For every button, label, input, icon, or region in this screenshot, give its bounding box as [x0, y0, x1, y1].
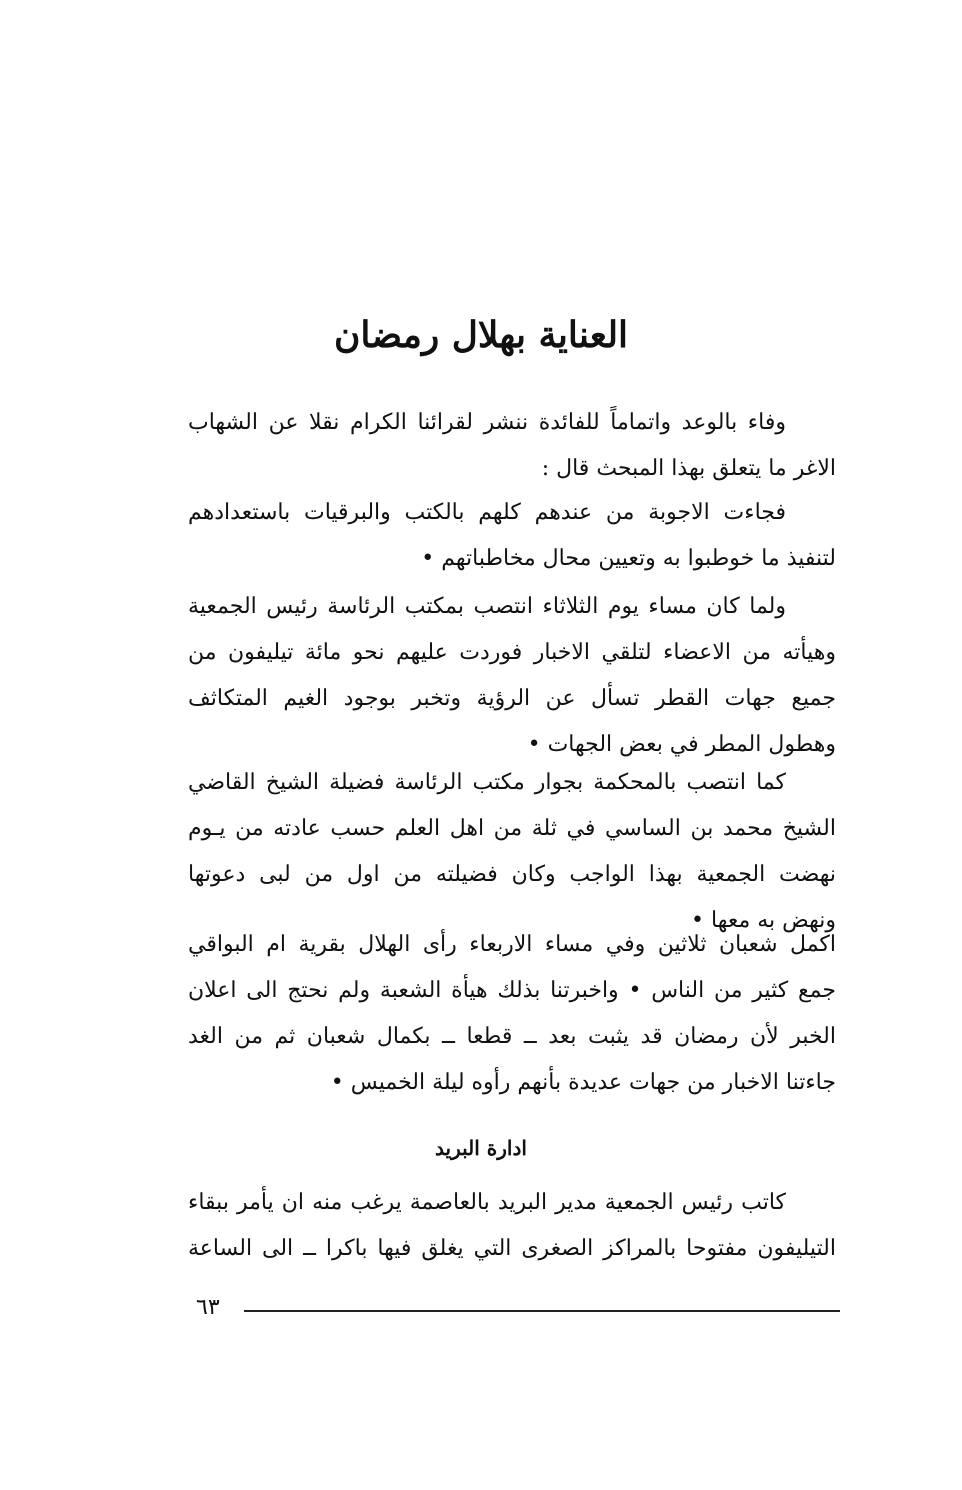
section-heading: ادارة البريد — [435, 1136, 527, 1160]
paragraph-line: التيليفون مفتوحا بالمراكز الصغرى التي يغلق فيها باكرا ــ الى الساعة — [188, 1236, 836, 1261]
article-title: العناية بهلال رمضان — [333, 314, 629, 356]
paragraph-line: وهطول المطر في بعض الجهات • — [527, 732, 836, 757]
paragraph-line: ولما كان مساء يوم الثلاثاء انتصب بمكتب الرئاسة رئيس الجمعية — [188, 594, 786, 619]
paragraph-line: اكمل شعبان ثلاثين وفي مساء الاربعاء رأى الهلال بقرية ام البواقي — [188, 932, 836, 957]
paragraph-line: الاغر ما يتعلق بهذا المبحث قال : — [541, 456, 836, 481]
paragraph-line: فجاءت الاجوبة من عندهم كلهم بالكتب والبرقيات باستعدادهم — [188, 500, 786, 525]
paragraph-2 — [188, 490, 836, 582]
footer-rule — [244, 1310, 840, 1312]
paragraph-line: كما انتصب بالمحكمة بجوار مكتب الرئاسة فضيلة الشيخ القاضي — [188, 770, 786, 795]
paragraph-line: وفاء بالوعد واتماماً للفائدة ننشر لقرائنا الكرام نقلا عن الشهاب — [188, 410, 786, 435]
paragraph-line: جميع جهات القطر تسأل عن الرؤية وتخبر بوجود الغيم المتكاثف — [188, 686, 836, 711]
page-footer — [196, 1288, 840, 1328]
paragraph-line: كاتب رئيس الجمعية مدير البريد بالعاصمة يرغب منه ان يأمر ببقاء — [188, 1190, 786, 1215]
paragraph-line: الخبر لأن رمضان قد يثبت بعد ــ قطعا ــ بكمال شعبان ثم من الغد — [188, 1024, 836, 1049]
paragraph-1 — [188, 400, 836, 492]
paragraph-3 — [188, 584, 836, 768]
paragraph-line: الشيخ محمد بن الساسي في ثلة من اهل العلم حسب عادته من يـوم — [188, 816, 836, 841]
paragraph-line: لتنفيذ ما خوطبوا به وتعيين محال مخاطباتهم • — [421, 546, 836, 571]
paragraph-line: جاءتنا الاخبار من جهات عديدة بأنهم رأوه ليلة الخميس • — [330, 1070, 836, 1095]
paragraph-line: جمع كثير من الناس • واخبرتنا بذلك هيأة الشعبة ولم نحتج الى اعلان — [188, 978, 836, 1003]
paragraph-5 — [188, 922, 836, 1106]
paragraph-line: ونهض به معها • — [691, 908, 836, 933]
paragraph-6 — [188, 1180, 836, 1272]
paragraph-line: وهيأته من الاعضاء لتلقي الاخبار فوردت عليهم نحو مائة تيليفون من — [188, 640, 836, 665]
page-number: ٦٣ — [196, 1295, 220, 1320]
paragraph-4 — [188, 760, 836, 944]
paragraph-line: نهضت الجمعية بهذا الواجب وكان فضيلته من اول من لبى دعوتها — [188, 862, 836, 887]
